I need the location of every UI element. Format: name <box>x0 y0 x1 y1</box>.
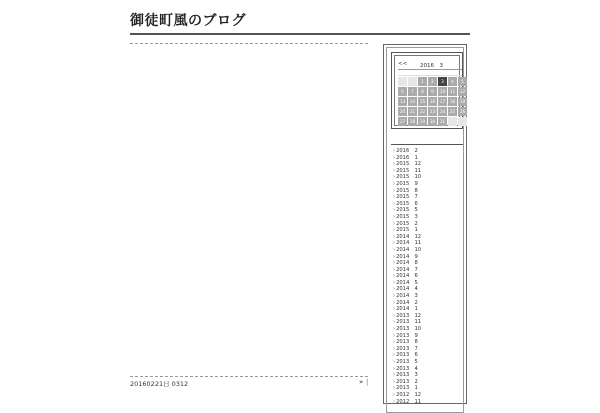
calendar-day[interactable]: 18 <box>449 99 456 104</box>
archive-item-label[interactable]: 2016 1 <box>396 154 418 161</box>
archive-item-label[interactable]: 2013 11 <box>396 319 422 326</box>
footer-divider <box>130 376 368 377</box>
archive-item-label[interactable]: 2013 10 <box>396 326 422 333</box>
archive-item-label[interactable]: 2014 11 <box>396 240 422 247</box>
calendar-grid <box>398 77 466 126</box>
bullet-icon: › <box>393 345 396 352</box>
calendar-day[interactable]: 17 <box>439 99 446 104</box>
calendar-day[interactable]: 24 <box>439 109 446 114</box>
archive-item[interactable] <box>393 240 421 247</box>
calendar-day[interactable]: 20 <box>399 109 406 114</box>
calendar-day[interactable]: 23 <box>429 109 436 114</box>
bullet-icon: › <box>393 167 396 174</box>
archive-item-label[interactable]: 2016 2 <box>396 148 418 154</box>
calendar-empty-cell <box>398 77 407 86</box>
calendar-day[interactable]: 26 <box>459 109 466 114</box>
archive-item-label[interactable]: 2013 8 <box>396 339 418 346</box>
archive-item[interactable] <box>393 372 421 379</box>
post-date: 20160221日 0312 <box>130 380 189 388</box>
calendar-widget <box>391 52 466 129</box>
calendar-day[interactable]: 3 <box>438 77 447 86</box>
archive-item[interactable] <box>393 214 421 221</box>
archive-item[interactable] <box>393 267 421 274</box>
bullet-icon: › <box>393 279 396 286</box>
archive-item-label[interactable]: 2012 12 <box>396 391 422 398</box>
calendar-empty-cell <box>458 117 467 126</box>
calendar-day[interactable]: 10 <box>439 89 446 94</box>
archive-item-label[interactable]: 2015 7 <box>396 194 418 201</box>
bullet-icon: › <box>393 148 396 154</box>
calendar-header <box>398 61 460 69</box>
calendar-day[interactable]: 22 <box>419 109 426 114</box>
calendar-empty-cell <box>448 117 457 126</box>
archive-item-label[interactable]: 2013 1 <box>396 385 418 392</box>
archive-item[interactable] <box>393 181 421 188</box>
archive-item[interactable] <box>393 300 421 307</box>
bullet-icon: › <box>393 260 396 267</box>
calendar-frame <box>394 55 466 126</box>
archive-item-label[interactable]: 2014 9 <box>396 253 418 260</box>
calendar-day[interactable]: 27 <box>399 119 406 124</box>
archive-item-label[interactable]: 2014 5 <box>396 279 418 286</box>
calendar-day[interactable]: 2 <box>428 77 437 86</box>
sidebar <box>383 44 467 404</box>
calendar-day[interactable]: 30 <box>429 119 436 124</box>
archive-item-label[interactable]: 2013 7 <box>396 345 418 352</box>
bullet-icon: › <box>393 253 396 260</box>
archive-item[interactable] <box>393 273 421 280</box>
archive-item[interactable] <box>393 247 421 254</box>
calendar-empty-cell <box>408 77 417 86</box>
site-title[interactable]: 御徒町風のブログ <box>130 13 246 29</box>
calendar-day[interactable]: 19 <box>459 99 466 104</box>
next-post-link[interactable]: » <box>359 378 364 386</box>
bullet-icon: › <box>393 299 396 306</box>
bullet-icon: › <box>393 378 396 385</box>
archive-item-label[interactable]: 2015 6 <box>396 200 418 207</box>
bullet-icon: › <box>393 240 396 247</box>
bullet-icon: › <box>393 174 396 181</box>
archive-item[interactable] <box>393 379 421 386</box>
archive-item[interactable] <box>393 339 421 346</box>
archive-item[interactable] <box>393 201 421 208</box>
calendar-month-label: 2016 3 <box>420 63 443 69</box>
archive-item-label[interactable]: 2015 12 <box>396 161 422 168</box>
calendar-day[interactable]: 8 <box>418 87 427 96</box>
calendar-day[interactable]: 15 <box>419 99 426 104</box>
bullet-icon: › <box>393 233 396 240</box>
calendar-day[interactable]: 1 <box>418 77 427 86</box>
archive-item-label[interactable]: 2013 6 <box>396 352 418 359</box>
archive-item[interactable] <box>393 392 421 399</box>
calendar-day[interactable]: 25 <box>449 109 456 114</box>
archive-item[interactable] <box>393 333 421 340</box>
bullet-icon: › <box>393 187 396 194</box>
calendar-day[interactable]: 29 <box>419 119 426 124</box>
archive-item-label[interactable]: 2014 3 <box>396 293 418 300</box>
archive-item[interactable] <box>393 286 421 293</box>
archive-item[interactable] <box>393 227 421 234</box>
archive-item[interactable] <box>393 260 421 267</box>
archive-item[interactable] <box>393 174 421 181</box>
archive-item[interactable] <box>393 207 421 214</box>
calendar-prev-link[interactable]: << <box>398 61 408 67</box>
bullet-icon: › <box>393 352 396 359</box>
content-divider <box>130 43 368 44</box>
archive-item-label[interactable]: 2014 6 <box>396 273 418 280</box>
archive-item-label[interactable]: 2013 3 <box>396 372 418 379</box>
archive-item-label[interactable]: 2013 5 <box>396 359 418 365</box>
bullet-icon: › <box>393 372 396 379</box>
bullet-icon: › <box>393 227 396 234</box>
bullet-icon: › <box>393 339 396 346</box>
archive-list <box>393 148 421 405</box>
archive-item-label[interactable]: 2013 12 <box>396 312 422 319</box>
bullet-icon: › <box>393 161 396 168</box>
archive-item-label[interactable]: 2014 4 <box>396 286 418 293</box>
calendar-day[interactable]: 7 <box>408 87 417 96</box>
archive-item-label[interactable]: 2014 2 <box>396 299 418 306</box>
archive-item[interactable] <box>393 168 421 175</box>
calendar-day[interactable]: 4 <box>448 77 457 86</box>
bullet-icon: › <box>393 398 396 405</box>
archive-item[interactable] <box>393 326 421 333</box>
archive-item[interactable] <box>393 319 421 326</box>
sidebar-inner-frame <box>386 47 464 413</box>
archive-item[interactable] <box>393 385 421 392</box>
archive-item[interactable] <box>393 352 421 359</box>
archive-item[interactable] <box>393 161 421 168</box>
archive-item[interactable] <box>393 366 421 373</box>
archive-item-label[interactable]: 2013 9 <box>396 332 418 339</box>
bullet-icon: › <box>393 154 396 161</box>
bullet-icon: › <box>393 359 396 365</box>
bullet-icon: › <box>393 385 396 392</box>
title-divider <box>130 33 470 35</box>
bullet-icon: › <box>393 306 396 313</box>
bullet-icon: › <box>393 365 396 372</box>
archive-item-label[interactable]: 2012 11 <box>396 398 422 405</box>
bullet-icon: › <box>393 293 396 300</box>
archive-item[interactable] <box>393 293 421 300</box>
bullet-icon: › <box>393 391 396 398</box>
bullet-icon: › <box>393 207 396 214</box>
bullet-icon: › <box>393 213 396 220</box>
calendar-day[interactable]: 11 <box>449 89 456 94</box>
archive-item[interactable] <box>393 280 421 287</box>
archive-item[interactable] <box>393 221 421 228</box>
archive-item[interactable] <box>393 194 421 201</box>
archive-item-label[interactable]: 2013 2 <box>396 378 418 385</box>
archive-item-label[interactable]: 2014 1 <box>396 306 418 313</box>
bullet-icon: › <box>393 200 396 207</box>
bullet-icon: › <box>393 220 396 227</box>
archive-item-label[interactable]: 2015 5 <box>396 207 418 214</box>
archive-item-label[interactable]: 2013 4 <box>396 365 418 372</box>
calendar-day[interactable]: 31 <box>439 119 446 124</box>
archive-item[interactable] <box>393 188 421 195</box>
archive-item[interactable] <box>393 234 421 241</box>
archive-item[interactable] <box>393 254 421 261</box>
archive-item-label[interactable]: 2015 8 <box>396 187 418 194</box>
archive-item-label[interactable]: 2015 11 <box>396 167 422 174</box>
archive-item-label[interactable]: 2015 2 <box>396 220 418 227</box>
nav-separator: | <box>366 378 369 386</box>
bullet-icon: › <box>393 273 396 280</box>
bullet-icon: › <box>393 194 396 201</box>
archives-divider <box>391 144 463 145</box>
archive-item[interactable] <box>393 155 421 162</box>
calendar-weekday-row <box>398 69 462 76</box>
calendar-day[interactable]: 6 <box>398 87 407 96</box>
calendar-day[interactable]: 28 <box>409 119 416 124</box>
archive-item[interactable] <box>393 346 421 353</box>
archive-item[interactable] <box>393 306 421 313</box>
archive-item-label[interactable]: 2014 8 <box>396 260 418 267</box>
archive-item-label[interactable]: 2015 9 <box>396 180 418 187</box>
archive-item-label[interactable]: 2015 1 <box>396 227 418 234</box>
calendar-day[interactable]: 16 <box>429 99 436 104</box>
archive-item[interactable] <box>393 313 421 320</box>
archive-item-label[interactable]: 2015 3 <box>396 213 418 220</box>
archive-item[interactable] <box>393 148 421 155</box>
bullet-icon: › <box>393 332 396 339</box>
bullet-icon: › <box>393 312 396 319</box>
calendar-day[interactable]: 9 <box>428 87 437 96</box>
calendar-day[interactable]: 12 <box>459 89 466 94</box>
calendar-day[interactable]: 21 <box>409 109 416 114</box>
bullet-icon: › <box>393 319 396 326</box>
archive-item-label[interactable]: 2014 7 <box>396 266 418 273</box>
bullet-icon: › <box>393 286 396 293</box>
archive-item-label[interactable]: 2014 12 <box>396 233 422 240</box>
archive-item-label[interactable]: 2015 10 <box>396 174 422 181</box>
bullet-icon: › <box>393 180 396 187</box>
bullet-icon: › <box>393 266 396 273</box>
calendar-day[interactable]: 13 <box>399 99 406 104</box>
calendar-day[interactable]: 5 <box>458 77 467 86</box>
bullet-icon: › <box>393 326 396 333</box>
bullet-icon: › <box>393 246 396 253</box>
archive-item[interactable] <box>393 359 421 366</box>
calendar-day[interactable]: 14 <box>409 99 416 104</box>
archive-item-label[interactable]: 2014 10 <box>396 246 422 253</box>
